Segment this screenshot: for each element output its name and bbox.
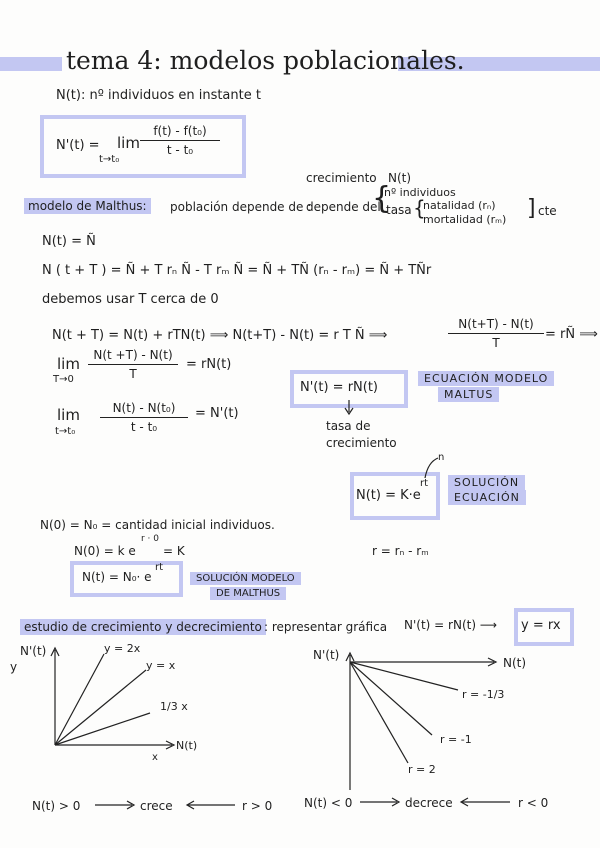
eq1: N(t) = Ñ (42, 234, 96, 249)
bottom-left-c: r > 0 (242, 799, 273, 813)
derivative-lim-sub: t→t₀ (99, 154, 120, 165)
model-eq-label-2: MALTUS (438, 387, 499, 402)
eq3: debemos usar T cerca de 0 (42, 292, 219, 307)
graph2-line-two (350, 662, 408, 763)
lim2-num: N(t) - N(t₀) (112, 401, 176, 415)
derivative-den: t - t₀ (166, 143, 194, 157)
lim2-sub: t→t₀ (55, 426, 76, 437)
malthus-label: modelo de Malthus: (24, 198, 151, 214)
tasa-label: tasa (386, 203, 412, 217)
graph2-line-label-one: r = -1 (440, 733, 472, 746)
r-relation: r = rₙ - rₘ (372, 544, 429, 558)
initial-sol-label-1: SOLUCIÓN MODELO (190, 572, 301, 585)
graph2-y-label: N'(t) (313, 648, 340, 662)
lim2-label: lim (57, 406, 80, 424)
bracket-right: ] (527, 196, 536, 221)
graph1-x2-label: x (152, 752, 158, 763)
graph1-y2-label: y (10, 660, 18, 674)
lim2-rhs: = N'(t) (195, 406, 239, 421)
eq4-num: N(t+T) - N(t) (458, 317, 534, 331)
bottom-right-a: N(t) < 0 (304, 796, 353, 810)
graph2-line-label-third: r = -1/3 (462, 688, 505, 701)
study-eq: N'(t) = rN(t) ⟶ (404, 618, 498, 632)
bottom-left-a: N(t) > 0 (32, 799, 81, 813)
graph1-line-label-x: y = x (146, 659, 176, 672)
tasa-crec-1: tasa de (326, 419, 371, 433)
lim1-label: lim (57, 355, 80, 373)
solution-label-1: SOLUCIÓN (448, 475, 525, 490)
depende-label: depende del (306, 200, 381, 214)
cte: cte (538, 204, 557, 218)
initial-n0-rhs: = K (163, 544, 185, 558)
derivative-lhs: N'(t) = (56, 138, 100, 153)
model-eq-label-1: ECUACIÓN MODELO (418, 371, 554, 386)
solution-exp: rt (420, 478, 429, 489)
initial-sol-label-2: DE MALTHUS (210, 587, 286, 600)
bottom-left-b: crece (140, 799, 173, 813)
lim1-num: N(t +T) - N(t) (93, 348, 173, 362)
natalidad: natalidad (rₙ) (423, 199, 496, 212)
initial-n0: N(0) = k e (74, 544, 136, 558)
graph2-line-label-two: r = 2 (408, 763, 436, 776)
eq4: N(t + T) = N(t) + rTN(t) ⟹ N(t+T) - N(t) = r T Ñ ⟹ (52, 328, 388, 343)
brace-inner: { (413, 196, 426, 220)
solution-annot-arrow (425, 458, 438, 478)
intro-line: N(t): nº individuos en instante t (56, 88, 261, 103)
study-label: estudio de crecimiento y decrecimiento (20, 619, 266, 635)
bottom-right-c: r < 0 (518, 796, 549, 810)
graph1-line-x (55, 670, 146, 745)
study-rest: : representar gráfica (264, 620, 388, 634)
derivative-num: f(t) - f(t₀) (153, 124, 207, 138)
bottom-right-b: decrece (405, 796, 453, 810)
initial-sol: N(t) = N₀· e (82, 570, 152, 584)
lim1-rhs: = rN(t) (186, 357, 232, 372)
lim1-sub: T→0 (53, 374, 74, 385)
eq4-den: T (492, 336, 500, 350)
crecimiento-label: crecimiento (306, 171, 377, 185)
malthus-desc: población depende de : (170, 200, 312, 214)
study-boxed-text: y = rx (521, 618, 561, 633)
crecimiento-nt: N(t) (388, 171, 412, 185)
graph1-line-label-third: 1/3 x (160, 700, 188, 713)
lim1-den: T (129, 367, 137, 381)
graph2-x-label: N(t) (503, 656, 527, 670)
tasa-crec-2: crecimiento (326, 436, 397, 450)
solution-annot: n (438, 452, 445, 463)
graph1-y-label: N'(t) (20, 644, 47, 658)
page-title: tema 4: modelos poblacionales. (66, 46, 465, 75)
model-eq: N'(t) = rN(t) (300, 380, 379, 395)
graph1-line-label-2x: y = 2x (104, 642, 141, 655)
initial-sol-exp: rt (155, 562, 164, 573)
initial-text: N(0) = N₀ = cantidad inicial individuos. (40, 518, 275, 532)
solution-eq: N(t) = K·e (356, 488, 421, 503)
lim2-den: t - t₀ (130, 420, 158, 434)
graph1-x-label: N(t) (176, 739, 198, 752)
brace-left: { (372, 181, 392, 216)
eq2: N ( t + T ) = Ñ + T rₙ Ñ - T rₘ Ñ = Ñ + TÑ (rₙ - rₘ) = Ñ + TÑr (42, 263, 432, 278)
solution-label-2: ECUACIÓN (448, 490, 526, 505)
n-individuos: nº individuos (384, 186, 456, 199)
mortalidad: mortalidad (rₘ) (423, 213, 507, 226)
initial-n0-exp: r · 0 (141, 534, 160, 544)
eq4-rhs: = rÑ ⟹ (545, 327, 598, 342)
derivative-lim: lim (117, 134, 140, 152)
